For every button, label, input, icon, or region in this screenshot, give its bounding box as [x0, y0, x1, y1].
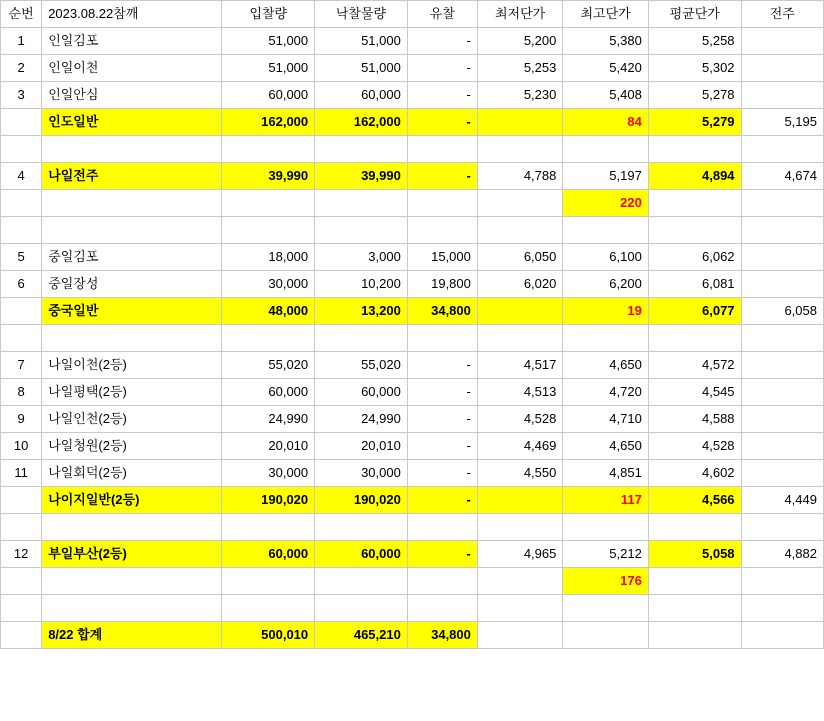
cell-avg_price: 4,588	[648, 406, 741, 433]
cell-prev_week	[741, 244, 823, 271]
cell-no: 2	[1, 55, 42, 82]
cell-max_price: 5,408	[563, 82, 648, 109]
cell-max_price: 117	[563, 487, 648, 514]
cell-unsold: -	[407, 541, 477, 568]
cell-name: 인일이천	[42, 55, 222, 82]
cell-no: 3	[1, 82, 42, 109]
cell-no: 12	[1, 541, 42, 568]
cell-no: 7	[1, 352, 42, 379]
table-header-row	[1, 1, 824, 28]
cell-award_qty: 3,000	[315, 244, 408, 271]
cell-unsold: -	[407, 433, 477, 460]
column-header-unsold: 유찰	[407, 1, 477, 28]
cell-max_price: 6,100	[563, 244, 648, 271]
cell-avg_price	[648, 217, 741, 244]
cell-bid_qty	[222, 595, 315, 622]
cell-name: 부일부산(2등)	[42, 541, 222, 568]
cell-no: 4	[1, 163, 42, 190]
cell-no: 10	[1, 433, 42, 460]
cell-min_price	[477, 217, 562, 244]
cell-max_price	[563, 595, 648, 622]
cell-prev_week	[741, 55, 823, 82]
cell-unsold: -	[407, 28, 477, 55]
cell-max_price	[563, 514, 648, 541]
cell-max_price: 176	[563, 568, 648, 595]
cell-unsold	[407, 514, 477, 541]
cell-name: 중국일반	[42, 298, 222, 325]
cell-prev_week	[741, 622, 823, 649]
cell-award_qty: 51,000	[315, 28, 408, 55]
table-row	[1, 460, 824, 487]
cell-avg_price: 5,302	[648, 55, 741, 82]
cell-bid_qty: 18,000	[222, 244, 315, 271]
cell-min_price	[477, 325, 562, 352]
cell-no	[1, 136, 42, 163]
cell-unsold: 34,800	[407, 298, 477, 325]
cell-min_price: 5,200	[477, 28, 562, 55]
cell-bid_qty: 39,990	[222, 163, 315, 190]
cell-no	[1, 298, 42, 325]
cell-prev_week	[741, 271, 823, 298]
cell-unsold: -	[407, 352, 477, 379]
cell-avg_price	[648, 136, 741, 163]
cell-bid_qty: 48,000	[222, 298, 315, 325]
cell-award_qty: 465,210	[315, 622, 408, 649]
cell-bid_qty: 20,010	[222, 433, 315, 460]
table-row	[1, 352, 824, 379]
cell-award_qty: 39,990	[315, 163, 408, 190]
cell-max_price	[563, 136, 648, 163]
cell-min_price: 4,550	[477, 460, 562, 487]
cell-unsold: -	[407, 460, 477, 487]
table-row	[1, 487, 824, 514]
cell-avg_price: 5,278	[648, 82, 741, 109]
table-spacer-row	[1, 514, 824, 541]
table-body	[1, 1, 824, 649]
cell-award_qty: 20,010	[315, 433, 408, 460]
cell-bid_qty	[222, 217, 315, 244]
table-row	[1, 568, 824, 595]
cell-name: 중일장성	[42, 271, 222, 298]
table-row	[1, 622, 824, 649]
cell-bid_qty: 30,000	[222, 460, 315, 487]
cell-prev_week	[741, 379, 823, 406]
cell-name	[42, 325, 222, 352]
table-spacer-row	[1, 325, 824, 352]
column-header-prev_week: 전주	[741, 1, 823, 28]
cell-award_qty: 55,020	[315, 352, 408, 379]
cell-max_price: 4,650	[563, 433, 648, 460]
cell-award_qty	[315, 568, 408, 595]
cell-min_price: 5,230	[477, 82, 562, 109]
cell-max_price: 5,380	[563, 28, 648, 55]
cell-prev_week	[741, 352, 823, 379]
cell-bid_qty: 190,020	[222, 487, 315, 514]
cell-bid_qty: 500,010	[222, 622, 315, 649]
column-header-no: 순번	[1, 1, 42, 28]
table-row	[1, 109, 824, 136]
cell-award_qty: 24,990	[315, 406, 408, 433]
cell-award_qty: 13,200	[315, 298, 408, 325]
cell-no	[1, 109, 42, 136]
cell-name	[42, 568, 222, 595]
cell-prev_week	[741, 406, 823, 433]
cell-max_price: 84	[563, 109, 648, 136]
cell-max_price	[563, 217, 648, 244]
cell-bid_qty: 60,000	[222, 82, 315, 109]
cell-unsold	[407, 136, 477, 163]
cell-name: 8/22 합계	[42, 622, 222, 649]
cell-unsold: 19,800	[407, 271, 477, 298]
cell-no	[1, 595, 42, 622]
cell-bid_qty: 55,020	[222, 352, 315, 379]
cell-name	[42, 190, 222, 217]
cell-bid_qty: 51,000	[222, 55, 315, 82]
cell-avg_price: 5,279	[648, 109, 741, 136]
cell-unsold	[407, 217, 477, 244]
cell-award_qty: 162,000	[315, 109, 408, 136]
cell-award_qty: 60,000	[315, 379, 408, 406]
cell-award_qty	[315, 595, 408, 622]
cell-unsold: -	[407, 406, 477, 433]
cell-max_price: 4,650	[563, 352, 648, 379]
cell-avg_price: 4,602	[648, 460, 741, 487]
cell-unsold	[407, 595, 477, 622]
cell-avg_price	[648, 622, 741, 649]
cell-bid_qty: 60,000	[222, 541, 315, 568]
cell-prev_week: 5,195	[741, 109, 823, 136]
cell-min_price	[477, 514, 562, 541]
cell-avg_price: 4,528	[648, 433, 741, 460]
cell-name: 인일안심	[42, 82, 222, 109]
cell-award_qty	[315, 190, 408, 217]
cell-award_qty: 10,200	[315, 271, 408, 298]
cell-no	[1, 190, 42, 217]
cell-avg_price: 4,572	[648, 352, 741, 379]
cell-no	[1, 487, 42, 514]
table-spacer-row	[1, 136, 824, 163]
cell-prev_week	[741, 28, 823, 55]
table-row	[1, 271, 824, 298]
cell-name	[42, 136, 222, 163]
table-row	[1, 298, 824, 325]
table-row	[1, 541, 824, 568]
cell-max_price	[563, 325, 648, 352]
cell-avg_price	[648, 325, 741, 352]
cell-award_qty: 60,000	[315, 82, 408, 109]
cell-avg_price	[648, 595, 741, 622]
cell-name: 나일전주	[42, 163, 222, 190]
cell-prev_week	[741, 514, 823, 541]
cell-max_price: 5,197	[563, 163, 648, 190]
cell-prev_week	[741, 325, 823, 352]
cell-prev_week	[741, 217, 823, 244]
cell-min_price: 6,020	[477, 271, 562, 298]
table-row	[1, 244, 824, 271]
cell-max_price: 4,851	[563, 460, 648, 487]
cell-no	[1, 325, 42, 352]
cell-name: 인도일반	[42, 109, 222, 136]
cell-avg_price: 4,894	[648, 163, 741, 190]
table-row	[1, 28, 824, 55]
cell-unsold	[407, 190, 477, 217]
cell-name: 중일김포	[42, 244, 222, 271]
cell-award_qty	[315, 217, 408, 244]
cell-unsold: 15,000	[407, 244, 477, 271]
cell-prev_week: 4,449	[741, 487, 823, 514]
cell-avg_price	[648, 514, 741, 541]
cell-min_price: 6,050	[477, 244, 562, 271]
cell-prev_week: 6,058	[741, 298, 823, 325]
column-header-min_price: 최저단가	[477, 1, 562, 28]
cell-avg_price: 4,566	[648, 487, 741, 514]
cell-no: 11	[1, 460, 42, 487]
cell-unsold: -	[407, 109, 477, 136]
cell-name	[42, 217, 222, 244]
cell-prev_week: 4,674	[741, 163, 823, 190]
cell-no: 9	[1, 406, 42, 433]
cell-avg_price	[648, 190, 741, 217]
cell-avg_price: 6,081	[648, 271, 741, 298]
cell-unsold	[407, 325, 477, 352]
cell-name: 나일청원(2등)	[42, 433, 222, 460]
cell-bid_qty: 60,000	[222, 379, 315, 406]
cell-bid_qty: 162,000	[222, 109, 315, 136]
cell-no: 1	[1, 28, 42, 55]
cell-unsold: -	[407, 379, 477, 406]
cell-award_qty	[315, 514, 408, 541]
cell-name	[42, 514, 222, 541]
table-spacer-row	[1, 217, 824, 244]
cell-prev_week	[741, 190, 823, 217]
cell-min_price: 5,253	[477, 55, 562, 82]
cell-prev_week	[741, 136, 823, 163]
cell-min_price: 4,528	[477, 406, 562, 433]
cell-prev_week	[741, 460, 823, 487]
cell-avg_price: 6,062	[648, 244, 741, 271]
cell-min_price: 4,965	[477, 541, 562, 568]
table-row	[1, 433, 824, 460]
cell-unsold: -	[407, 487, 477, 514]
cell-min_price	[477, 136, 562, 163]
table-row	[1, 190, 824, 217]
cell-no: 6	[1, 271, 42, 298]
cell-unsold: -	[407, 163, 477, 190]
cell-no	[1, 514, 42, 541]
cell-unsold: -	[407, 55, 477, 82]
cell-bid_qty: 51,000	[222, 28, 315, 55]
cell-name: 나일인천(2등)	[42, 406, 222, 433]
cell-max_price: 4,710	[563, 406, 648, 433]
cell-prev_week	[741, 82, 823, 109]
table-row	[1, 55, 824, 82]
cell-min_price: 4,469	[477, 433, 562, 460]
cell-min_price	[477, 190, 562, 217]
cell-bid_qty	[222, 568, 315, 595]
column-header-name: 2023.08.22참깨	[42, 1, 222, 28]
cell-bid_qty	[222, 136, 315, 163]
cell-min_price	[477, 109, 562, 136]
cell-max_price: 5,420	[563, 55, 648, 82]
cell-min_price	[477, 487, 562, 514]
cell-prev_week	[741, 568, 823, 595]
cell-award_qty: 60,000	[315, 541, 408, 568]
cell-unsold: 34,800	[407, 622, 477, 649]
table-row	[1, 379, 824, 406]
cell-award_qty	[315, 325, 408, 352]
cell-max_price: 4,720	[563, 379, 648, 406]
cell-min_price: 4,788	[477, 163, 562, 190]
cell-award_qty: 190,020	[315, 487, 408, 514]
cell-avg_price: 6,077	[648, 298, 741, 325]
cell-avg_price	[648, 568, 741, 595]
cell-avg_price: 4,545	[648, 379, 741, 406]
cell-award_qty: 51,000	[315, 55, 408, 82]
cell-max_price: 5,212	[563, 541, 648, 568]
cell-unsold: -	[407, 82, 477, 109]
column-header-bid_qty: 입찰량	[222, 1, 315, 28]
cell-no	[1, 622, 42, 649]
cell-max_price: 6,200	[563, 271, 648, 298]
column-header-award_qty: 낙찰물량	[315, 1, 408, 28]
cell-max_price: 220	[563, 190, 648, 217]
cell-name: 나이지일반(2등)	[42, 487, 222, 514]
cell-no	[1, 568, 42, 595]
cell-name: 나일이천(2등)	[42, 352, 222, 379]
table-row	[1, 406, 824, 433]
cell-name: 나일평택(2등)	[42, 379, 222, 406]
cell-prev_week: 4,882	[741, 541, 823, 568]
cell-name	[42, 595, 222, 622]
cell-name: 인일김포	[42, 28, 222, 55]
cell-bid_qty	[222, 325, 315, 352]
cell-unsold	[407, 568, 477, 595]
table-spacer-row	[1, 595, 824, 622]
cell-avg_price: 5,258	[648, 28, 741, 55]
cell-min_price	[477, 622, 562, 649]
cell-min_price	[477, 595, 562, 622]
cell-award_qty: 30,000	[315, 460, 408, 487]
table-row	[1, 163, 824, 190]
cell-min_price: 4,513	[477, 379, 562, 406]
cell-max_price: 19	[563, 298, 648, 325]
cell-prev_week	[741, 595, 823, 622]
table-row	[1, 82, 824, 109]
cell-no: 5	[1, 244, 42, 271]
cell-no: 8	[1, 379, 42, 406]
cell-bid_qty	[222, 514, 315, 541]
cell-min_price	[477, 298, 562, 325]
cell-prev_week	[741, 433, 823, 460]
column-header-avg_price: 평균단가	[648, 1, 741, 28]
cell-min_price	[477, 568, 562, 595]
cell-no	[1, 217, 42, 244]
cell-max_price	[563, 622, 648, 649]
column-header-max_price: 최고단가	[563, 1, 648, 28]
cell-name: 나일회덕(2등)	[42, 460, 222, 487]
cell-award_qty	[315, 136, 408, 163]
cell-min_price: 4,517	[477, 352, 562, 379]
cell-bid_qty: 24,990	[222, 406, 315, 433]
cell-avg_price: 5,058	[648, 541, 741, 568]
cell-bid_qty	[222, 190, 315, 217]
cell-bid_qty: 30,000	[222, 271, 315, 298]
